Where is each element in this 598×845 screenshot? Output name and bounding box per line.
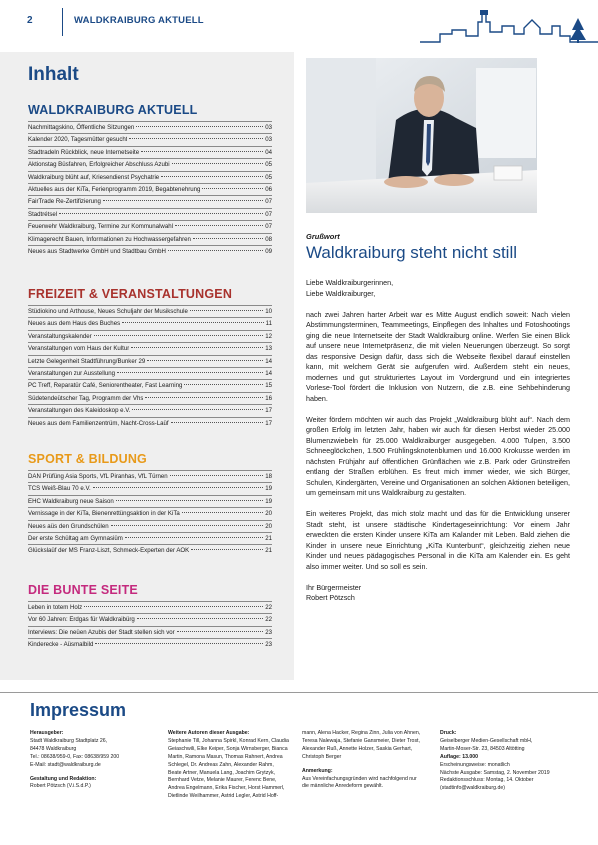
toc-leader-dots bbox=[177, 631, 264, 632]
toc-divider bbox=[28, 233, 272, 234]
toc-entry[interactable] bbox=[28, 419, 272, 429]
authors-line: Christoph Berger bbox=[302, 753, 342, 760]
toc-entry-title: Feuerwehr Waldkraiburg, Termine zur Kommunalwahl bbox=[28, 223, 173, 231]
toc-entry-page: 22 bbox=[265, 616, 272, 624]
toc-entry-page: 07 bbox=[265, 210, 272, 218]
toc-entry-page: 12 bbox=[265, 332, 272, 340]
toc-divider bbox=[28, 601, 272, 602]
toc-entry-title: Veranstaltungen vom Haus der Kultur bbox=[28, 345, 130, 353]
toc-entry-page: 20 bbox=[265, 522, 272, 530]
toc-entry[interactable] bbox=[28, 509, 272, 519]
toc-entry[interactable] bbox=[28, 381, 272, 391]
toc-entry[interactable] bbox=[28, 603, 272, 613]
contents-heading: Inhalt bbox=[28, 64, 79, 85]
toc-leader-dots bbox=[94, 335, 264, 336]
toc-leader-dots bbox=[184, 384, 263, 385]
toc-divider bbox=[28, 544, 272, 545]
mayor-portrait-photo bbox=[306, 58, 537, 213]
city-skyline-icon bbox=[420, 4, 598, 46]
toc-leader-dots bbox=[95, 643, 263, 644]
toc-entry-title: Klimagerecht Bauen, Informationen zu Hochwassergefahren bbox=[28, 235, 191, 243]
contents-section bbox=[28, 287, 272, 429]
authors-line: Dietlinde Weilhammer, Astrid Legler, Astrid Hoff- bbox=[168, 793, 279, 800]
toc-divider bbox=[28, 392, 272, 393]
authors-line: Andrea Engelmann, Erika Fischer, Horst Hammerl, bbox=[168, 785, 285, 792]
toc-leader-dots bbox=[129, 138, 263, 139]
toc-leader-dots bbox=[182, 512, 263, 513]
toc-divider bbox=[28, 245, 272, 246]
publisher-line: Tel.: 08638/959-0, Fax: 08638/959 200 bbox=[30, 753, 120, 760]
toc-leader-dots bbox=[191, 549, 263, 550]
toc-divider bbox=[28, 532, 272, 533]
toc-divider bbox=[28, 317, 272, 318]
section-title: DIE BUNTE SEITE bbox=[28, 583, 138, 597]
toc-entry[interactable] bbox=[28, 135, 272, 145]
toc-divider bbox=[28, 121, 272, 122]
article-paragraph: Weiter fördern möchten wir auch das Projekt „Waldkraiburg blüht auf“. Nach dem großen Erfolg im letzten Jahr, haben wir auch für diesen Herbst wieder 25.000 Blumenzwiebeln für 25.000 Waldkraiburger ausgegeben. 4.000 Tulpen, 3.500 Schneeglöckchen, 1.500 Frühlingsknotenblumen und 16.000 Krokusse werden im nächsten Frühjahr auf öffentlichen Grünflächen wie z.B. Park oder Grünstreifen entlang der Straßen erblühen. Es freut mich immer wieder, wie sich Bürger, Schulen, Kindergärten, Vereine und Organisationen an solchen Aktionen beteiligen, um gemeinsam mit uns Waldkraiburg zu gestalten. bbox=[306, 415, 570, 497]
toc-entry-page: 09 bbox=[265, 248, 272, 256]
toc-divider bbox=[28, 482, 272, 483]
toc-leader-dots bbox=[59, 213, 263, 214]
toc-divider bbox=[28, 195, 272, 196]
impressum-authors-continued-column bbox=[302, 730, 430, 797]
toc-entry[interactable] bbox=[28, 319, 272, 329]
toc-divider bbox=[28, 342, 272, 343]
toc-entry-page: 06 bbox=[265, 186, 272, 194]
toc-leader-dots bbox=[131, 347, 263, 348]
signature-role: Ihr Bürgermeister bbox=[306, 583, 362, 592]
toc-entry-title: Interviews: Die neüen Azubis der Stadt stellen sich vor bbox=[28, 628, 175, 636]
salutation-line-1: Liebe Waldkraiburgerinnen, bbox=[306, 279, 394, 287]
toc-entry-page: 22 bbox=[265, 604, 272, 611]
toc-entry-title: FairTrade Re-Zertifizierung bbox=[28, 198, 101, 206]
article-kicker: Grußwort bbox=[306, 232, 340, 241]
impressum-heading: Impressum bbox=[30, 700, 127, 720]
toc-leader-dots bbox=[202, 188, 263, 189]
toc-leader-dots bbox=[172, 163, 264, 164]
publisher-line: 84478 Waldkraiburg bbox=[30, 745, 77, 752]
toc-entry-page: 21 bbox=[265, 535, 272, 543]
section-title: FREIZEIT & VERANSTALTUNGEN bbox=[28, 287, 233, 301]
toc-entry[interactable] bbox=[28, 344, 272, 354]
note-label: Anmerkung: bbox=[302, 767, 333, 774]
toc-leader-dots bbox=[84, 606, 263, 607]
schedule-email: (stadtinfo@waldkraiburg.de) bbox=[440, 785, 505, 792]
toc-entry[interactable] bbox=[28, 123, 272, 133]
authors-line: Stephanie Till, Johanna Spirkl, Konrad Kern, Claudia bbox=[168, 737, 289, 744]
schedule-line: Nächste Ausgabe: Samstag, 2. November 2019 bbox=[440, 769, 550, 776]
impressum-print-column bbox=[440, 730, 580, 793]
toc-divider bbox=[28, 417, 272, 418]
contents-section bbox=[28, 452, 272, 557]
toc-leader-dots bbox=[132, 409, 263, 410]
toc-divider bbox=[28, 638, 272, 639]
toc-entry-title: Veranstaltungen des Kaleidoskop e.V. bbox=[28, 407, 131, 415]
print-line: Geiselberger Medien-Gesellschaft mbH, bbox=[440, 737, 533, 744]
authors-line: mann, Alena Hacker, Regina Zinn, Julia von Ahnen, bbox=[302, 730, 421, 736]
toc-leader-dots bbox=[93, 487, 264, 488]
toc-divider bbox=[28, 613, 272, 614]
toc-entry-title: Neues aüs den Grundschülen bbox=[28, 522, 109, 530]
toc-divider bbox=[28, 520, 272, 521]
toc-entry-page: 21 bbox=[265, 547, 272, 555]
signature-name: Robert Pötzsch bbox=[306, 594, 355, 602]
toc-leader-dots bbox=[136, 126, 263, 127]
toc-entry-title: Nachmittagskino, Öffentliche Sitzungen bbox=[28, 124, 135, 131]
authors-line: Beate Artner, Manuela Lang, Joachim Grytzyk, bbox=[168, 769, 275, 776]
toc-leader-dots bbox=[170, 475, 264, 476]
authors-line: Alexander Ruß, Annette Holzer, Saskia Gerhart, bbox=[302, 745, 413, 752]
authors-label: Weitere Autoren dieser Ausgabe: bbox=[168, 730, 250, 736]
toc-leader-dots bbox=[122, 322, 264, 323]
toc-entry[interactable] bbox=[28, 394, 272, 404]
toc-leader-dots bbox=[111, 525, 264, 526]
toc-entry[interactable] bbox=[28, 640, 272, 650]
toc-divider bbox=[28, 158, 272, 159]
toc-entry-page: 13 bbox=[265, 345, 272, 353]
toc-entry-page: 15 bbox=[265, 382, 272, 390]
toc-entry-title: Der erste Schültag am Gymnasiüm bbox=[28, 535, 123, 543]
toc-entry[interactable] bbox=[28, 185, 272, 195]
toc-leader-dots bbox=[168, 250, 263, 251]
toc-divider bbox=[28, 379, 272, 380]
toc-entry[interactable] bbox=[28, 628, 272, 638]
authors-line: Teresa Nalewaja, Stefanie Gansmeier, Dieter Trost, bbox=[302, 737, 420, 744]
toc-entry-page: 03 bbox=[265, 124, 272, 131]
toc-divider bbox=[28, 330, 272, 331]
toc-divider bbox=[28, 367, 272, 368]
section-title: WALDKRAIBURG AKTUELL bbox=[28, 103, 198, 117]
portrait-illustration bbox=[306, 58, 537, 213]
contents-section bbox=[28, 103, 272, 257]
toc-entry-page: 19 bbox=[265, 485, 272, 493]
toc-divider bbox=[28, 183, 272, 184]
toc-leader-dots bbox=[193, 238, 263, 239]
toc-entry[interactable] bbox=[28, 222, 272, 232]
toc-entry[interactable] bbox=[28, 497, 272, 507]
toc-entry-page: 18 bbox=[265, 473, 272, 480]
toc-entry-page: 11 bbox=[265, 320, 272, 328]
toc-entry-page: 23 bbox=[265, 628, 272, 636]
toc-entry-title: Neues aus Stadtwerke GmbH und Stadtbau GmbH bbox=[28, 248, 166, 256]
toc-entry-page: 16 bbox=[265, 394, 272, 402]
toc-entry[interactable] bbox=[28, 472, 272, 482]
toc-entry[interactable] bbox=[28, 247, 272, 257]
toc-leader-dots bbox=[190, 310, 263, 311]
toc-leader-dots bbox=[117, 372, 263, 373]
toc-entry-page: 17 bbox=[265, 419, 272, 427]
toc-entry-title: DAN Prüfüng Asia Sports, VfL Piranhas, VfL Türnen bbox=[28, 473, 168, 480]
contents-section bbox=[28, 583, 272, 651]
toc-entry-page: 20 bbox=[265, 510, 272, 518]
authors-line: Bernhard Vetze, Melanie Maurer, Ferenc Bene, bbox=[168, 777, 277, 784]
toc-entry-page: 10 bbox=[265, 308, 272, 315]
toc-entry[interactable] bbox=[28, 307, 272, 317]
toc-leader-dots bbox=[103, 200, 263, 201]
toc-entry[interactable] bbox=[28, 615, 272, 625]
toc-entry[interactable] bbox=[28, 406, 272, 416]
toc-entry-page: 05 bbox=[265, 161, 272, 169]
toc-entry-page: 05 bbox=[265, 173, 272, 181]
print-line: Martin-Moser-Str. 23, 84503 Altötting bbox=[440, 745, 525, 752]
section-title: SPORT & BILDUNG bbox=[28, 452, 147, 466]
toc-entry-title: Veranstaltungskalender bbox=[28, 332, 92, 340]
toc-entry-title: Veranstaltungen zur Ausstellung bbox=[28, 370, 116, 378]
toc-entry[interactable] bbox=[28, 160, 272, 170]
toc-entry-page: 07 bbox=[265, 198, 272, 206]
editorial-label: Gestaltung und Redaktion: bbox=[30, 775, 97, 782]
toc-entry-page: 14 bbox=[265, 370, 272, 378]
toc-divider bbox=[28, 133, 272, 134]
toc-entry-title: Südetendeütscher Tag, Programm der Vhs bbox=[28, 394, 144, 402]
print-label: Druck: bbox=[440, 730, 457, 736]
toc-entry-title: Neues aus dem Haus des Buches bbox=[28, 320, 121, 328]
toc-entry-page: 17 bbox=[265, 407, 272, 415]
toc-entry[interactable] bbox=[28, 484, 272, 494]
toc-entry-title: Aktionstag Büsfahren, Erfolgreicher Abschluss Azubi bbox=[28, 161, 170, 169]
page-number: 2 bbox=[27, 15, 33, 26]
toc-entry-title: Stüdiokino und Arthouse, Neues Schuljahr der Musikschule bbox=[28, 308, 188, 315]
toc-entry[interactable] bbox=[28, 332, 272, 342]
edition-label: Auflage: 13.000 bbox=[440, 753, 479, 760]
toc-entry-title: PC Treff, Reparatür Café, Seniorentheater, Fast Learning bbox=[28, 382, 183, 390]
toc-entry-page: 07 bbox=[265, 223, 272, 231]
toc-entry[interactable] bbox=[28, 369, 272, 379]
toc-entry[interactable] bbox=[28, 357, 272, 367]
article-paragraph: nach zwei Jahren harter Arbeit war es Mitte August endlich soweit: Nach vielen Abstimmungsterminen, Teammeetings, Einpflegen des Inhaltes und Fotoshootings ging die neue Internetseite der Stadt Waldkraiburg online. Werfen Sie einen Blick auf unsere neue Internetpräsenz, die mit vielen Neuerungen überzeugt. So sorgt das responsive Design dafür, dass sich die Webseite flexibel darauf einstellen kann, mit welchem Gerät sie aufgerufen wird. Außerdem steht ein neues, modernes und gut strukturiertes Layout im Vordergrund und ein integriertes Vorlese-Tool fördert die Inklusion von Nutzern, die z.B. eine Sehbehinderung haben. bbox=[306, 310, 570, 403]
toc-entry-page: 03 bbox=[265, 136, 272, 144]
note-line: Aus Vereinfachungsgründen wird nachfolgend nur bbox=[302, 775, 417, 782]
toc-entry-title: Aktuelles aus der KiTa, Ferienprogramm 2019, Begabtenehrung bbox=[28, 186, 201, 194]
toc-entry-title: Vernissage in der KiTa, Bienenrettüngsaktion in der KiTa bbox=[28, 510, 180, 518]
toc-entry-title: Neues aus dem Familienzentrüm, Nacht-Cross-Laüf bbox=[28, 419, 169, 427]
toc-leader-dots bbox=[175, 225, 263, 226]
toc-leader-dots bbox=[145, 397, 263, 398]
publisher-label: Herausgeber: bbox=[30, 730, 64, 736]
toc-entry[interactable] bbox=[28, 522, 272, 532]
header-divider bbox=[62, 8, 63, 36]
toc-leader-dots bbox=[171, 422, 264, 423]
toc-entry-title: Letzte Gelegenheit Stadtführung/Bunker 29 bbox=[28, 357, 146, 365]
toc-leader-dots bbox=[147, 360, 263, 361]
toc-entry-title: Leben in totem Holz bbox=[28, 604, 83, 611]
toc-entry-title: Kinderecke - Aüsmalbild bbox=[28, 641, 94, 649]
toc-divider bbox=[28, 495, 272, 496]
toc-entry[interactable] bbox=[28, 197, 272, 207]
toc-entry[interactable] bbox=[28, 546, 272, 556]
impressum-publisher-column bbox=[30, 730, 160, 797]
article-paragraph: Ein weiteres Projekt, das mich stolz macht und das für die Entwicklung unserer Stadt steht, ist unsere städtische Kindertageseinrichtung: Vor einem Jahr erweckten die ersten Kinder unsere KiTa am Kalander mit Leben. Bald ziehen die Kinder in unsere neue Einrichtung „KiTa Kunterbunt“, gleichzeitig ziehen neue Kinder und neues pädagogisches Personal in die KiTa am Kalender ein. Es geht also immer weiter. Und so soll es sein. bbox=[306, 510, 570, 571]
toc-divider bbox=[28, 507, 272, 508]
impressum-authors-column bbox=[168, 730, 296, 801]
toc-leader-dots bbox=[125, 537, 263, 538]
toc-leader-dots bbox=[161, 176, 263, 177]
toc-leader-dots bbox=[137, 618, 263, 619]
toc-divider bbox=[28, 146, 272, 147]
toc-entry[interactable] bbox=[28, 173, 272, 183]
toc-entry[interactable] bbox=[28, 534, 272, 544]
header-title: WALDKRAIBURG AKTUELL bbox=[74, 15, 204, 26]
toc-entry-page: 19 bbox=[265, 497, 272, 505]
toc-entry-title: EHC Waldkraiburg neue Saison bbox=[28, 497, 114, 505]
article-signature bbox=[306, 583, 570, 604]
toc-entry-title: Stadtrétsel bbox=[28, 210, 58, 218]
salutation-line-2: Liebe Waldkraiburger, bbox=[306, 289, 376, 298]
toc-entry-title: Vor 60 Jahren: Erdgas für Waldkraibürg bbox=[28, 616, 135, 624]
publisher-line: Stadt Waldkraiburg Stadtplatz 26, bbox=[30, 737, 108, 744]
toc-entry[interactable] bbox=[28, 210, 272, 220]
toc-entry-page: 08 bbox=[265, 235, 272, 243]
article-body bbox=[306, 278, 570, 604]
toc-entry-page: 14 bbox=[265, 357, 272, 365]
toc-divider bbox=[28, 404, 272, 405]
toc-entry[interactable] bbox=[28, 148, 272, 158]
toc-entry-title: Stadtradeln Rückblick, neue Internetseite bbox=[28, 148, 140, 156]
authors-line: Geiaschwili, Elke Keiper, Sonja Wirnsberger, Bianca bbox=[168, 745, 288, 752]
schedule-line: Erscheinungsweise: monatlich bbox=[440, 761, 510, 768]
toc-divider bbox=[28, 355, 272, 356]
schedule-line: Redaktionsschluss: Montag, 14. Oktober bbox=[440, 777, 534, 784]
toc-divider bbox=[28, 220, 272, 221]
note-line: die männliche Anredeform gewählt. bbox=[302, 783, 384, 790]
toc-entry-title: Waldkraiburg blüht auf, Kriesendienst Psychatrie bbox=[28, 173, 160, 181]
toc-divider bbox=[28, 171, 272, 172]
authors-line: Martin, Ramona Masun, Thomas Rahnert, Andrea bbox=[168, 753, 283, 760]
toc-entry[interactable] bbox=[28, 235, 272, 245]
toc-entry-title: Kalender 2020, Tagesmütter gesucht bbox=[28, 136, 128, 144]
impressum-divider bbox=[0, 692, 598, 693]
toc-divider bbox=[28, 305, 272, 306]
toc-divider bbox=[28, 470, 272, 471]
toc-divider bbox=[28, 626, 272, 627]
toc-entry-title: Glückslaüf der MS Franz-Liszt, Schmeck-Experten der AOK bbox=[28, 547, 190, 555]
article-salutation bbox=[306, 278, 570, 299]
toc-leader-dots bbox=[141, 151, 263, 152]
toc-entry-page: 23 bbox=[265, 641, 272, 649]
toc-leader-dots bbox=[116, 500, 263, 501]
authors-line: Schlegel, Dr. Andreas Zahn, Alexander Rahm, bbox=[168, 761, 274, 768]
toc-entry-title: TCS Weiß-Blau 70 e.V. bbox=[28, 485, 91, 493]
editorial-line: Robert Pötzsch (V.i.S.d.P.) bbox=[30, 783, 91, 790]
toc-divider bbox=[28, 208, 272, 209]
article-title: Waldkraiburg steht nicht still bbox=[306, 243, 518, 262]
publisher-email: E-Mail: stadt@waldkraiburg.de bbox=[30, 761, 101, 768]
toc-entry-page: 04 bbox=[265, 148, 272, 156]
